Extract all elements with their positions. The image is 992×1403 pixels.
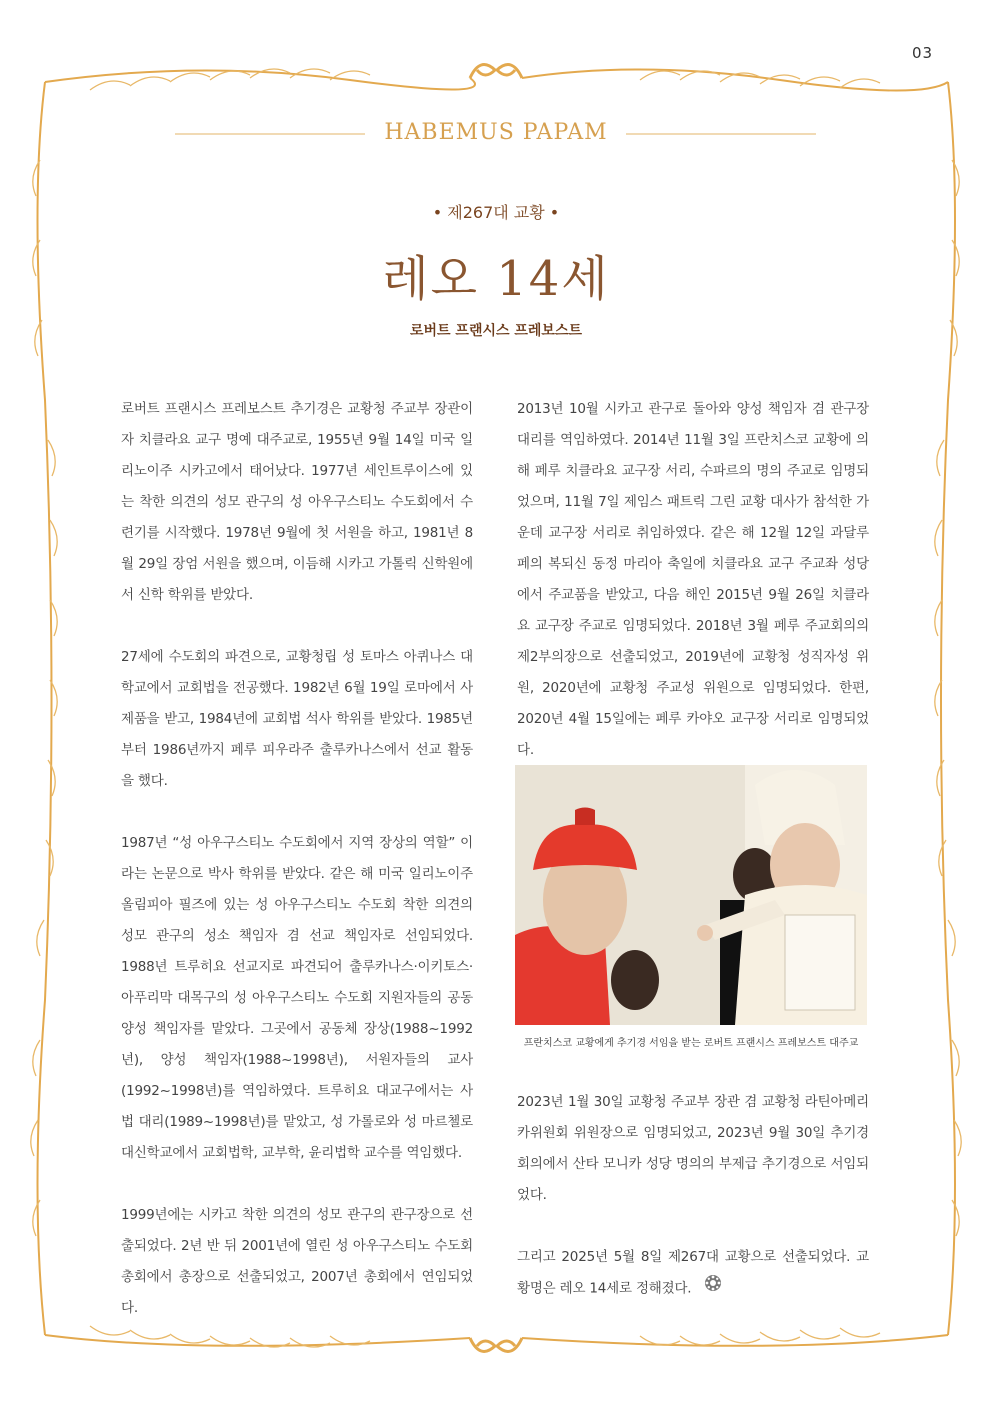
- paragraph: 1987년 “성 아우구스티노 수도회에서 지역 장상의 역할” 이라는 논문으로 박사 학위를 받았다. 같은 해 미국 일리노이주 올림피아 필즈에 있는 성 아우구스티노 수도회 착한 의견의 성모 관구의 성소 책임자 겸 선교 책임자로 선임되었다. 1988년 트루히요 선교지로 파견되어 출루카나스·이키토스·아푸리막 대목구의 성 아우구스티노 수도회 지원자들의 공동 양성 책임자를 맡았다. 그곳에서 공동체 장상(1988~1992년), 양성 책임자(1988~1998년), 서원자들의 교사(1992~1998년)를 역임하였다. 트루히요 대교구에서는 사법 대리(1989~1998년)를 맡았고, 성 가롤로와 성 마르첼로 대신학교에서 교회법학, 교부학, 윤리법학 교수를 역임했다.: [121, 835, 473, 1161]
- photo-caption: 프란치스코 교황에게 추기경 서임을 받는 로버트 프랜시스 프레보스트 대주교: [523, 1038, 859, 1049]
- paragraph: 2013년 10월 시카고 관구로 돌아와 양성 책임자 겸 관구장 대리를 역임하였다. 2014년 11월 3일 프란치스코 교황에 의해 페루 치클라요 교구장 서리, 수파르의 명의 주교로 임명되었으며, 11월 7일 제임스 패트릭 그린 교황 대사가 참석한 가운데 교구장 서리로 취임하였다. 같은 해 12월 12일 과달루페의 복되신 동정 마리아 축일에 치클라요 교구 주교좌 성당에서 주교품을 받았고, 다음 해인 2015년 9월 26일 치클라요 교구장 주교로 임명되었다. 2018년 3월 페루 주교회의의 제2부의장으로 선출되었고, 2019년에 교황청 성직자성 위원, 2020년에 교황청 주교성 위원으로 임명되었다. 한편, 2020년 4월 15일에는 페루 카야오 교구장 서리로 임명되었다.: [517, 401, 869, 758]
- paragraph: 1999년에는 시카고 착한 의견의 성모 관구의 관구장으로 선출되었다. 2년 반 뒤 2001년에 열린 성 아우구스티노 수도회 총회에서 총장으로 선출되었고, 2007년 총회에서 연임되었다.: [121, 1207, 473, 1316]
- right-column-top: [517, 394, 869, 797]
- author-name: 로버트 프랜시스 프레보스트: [409, 323, 583, 339]
- photo-illustration: [515, 765, 867, 1025]
- right-column-bottom: [517, 1087, 869, 1305]
- page-number: 03: [912, 44, 934, 62]
- closing-paragraph: 그리고 2025년 5월 8일 제267대 교황으로 선출되었다. 교황명은 레오 14세로 정해졌다.: [517, 1249, 869, 1297]
- paragraph: 로버트 프랜시스 프레보스트 추기경은 교황청 주교부 장관이자 치클라요 교구 명예 대주교로, 1955년 9월 14일 미국 일리노이주 시카고에서 태어났다. 1977년 세인트루이스에 있는 착한 의견의 성모 관구의 성 아우구스티노 수도회에서 수련기를 시작했다. 1978년 9월에 첫 서원을 하고, 1981년 8월 29일 장엄 서원을 했으며, 이듬해 시카고 가톨릭 신학원에서 신학 학위를 받았다.: [121, 401, 473, 603]
- paragraph: 2023년 1월 30일 교황청 주교부 장관 겸 교황청 라틴아메리카위원회 위원장으로 임명되었고, 2023년 9월 30일 추기경 회의에서 산타 모니카 성당 명의의 부제급 추기경으로 서임되었다.: [517, 1094, 869, 1203]
- subtitle: • 제267대 교황 •: [432, 203, 560, 222]
- ordination-photo: [515, 765, 867, 1025]
- left-column: [121, 394, 473, 1355]
- end-mark-icon: [704, 1273, 722, 1304]
- header-title: HABEMUS PAPAM: [384, 120, 608, 145]
- paragraph: 27세에 수도회의 파견으로, 교황청립 성 토마스 아퀴나스 대학교에서 교회법을 전공했다. 1982년 6월 19일 로마에서 사제품을 받고, 1984년에 교회법 석사 학위를 받았다. 1985년부터 1986년까지 페루 피우라주 출루카나스에서 선교 활동을 했다.: [121, 649, 473, 789]
- paragraph: [517, 1242, 869, 1305]
- page-title: 레오 14세: [382, 251, 610, 307]
